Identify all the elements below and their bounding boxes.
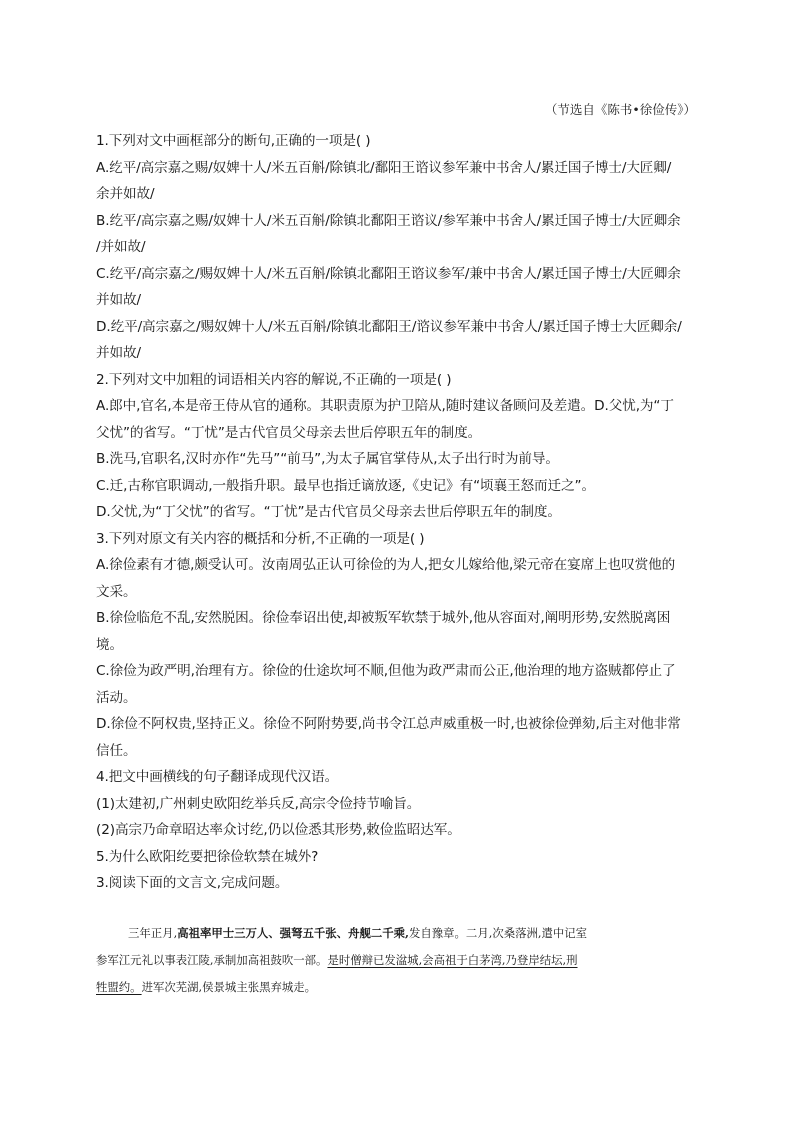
q1-option-d-line1: D.纥平/高宗嘉之/赐奴婢十人/米五百斛/除镇北鄱阳王/谘议参军兼中书舍人/累迁国子博士大匠卿余/ bbox=[96, 318, 682, 335]
q2-option-c: C.迁,古称官职调动,一般指升职。最早也指迁谪放逐,《史记》有“顷襄王怒而迁之”。 bbox=[96, 477, 595, 494]
excerpt-line-1-bold: 高祖率甲士三万人、强弩五千张、舟舰二千乘, bbox=[177, 926, 409, 940]
excerpt-line-2-a: 参军江元礼以事表江陵,承制加高祖鼓吹一部。 bbox=[96, 953, 328, 967]
q3-option-a-line1: A.徐俭素有才德,颇受认可。汝南周弘正认可徐俭的为人,把女儿嫁给他,梁元帝在宴席上也叹赏他的 bbox=[96, 557, 676, 573]
question-2-stem: 2.下列对文中加粗的词语相关内容的解说,不正确的一项是( ) bbox=[96, 371, 452, 388]
q3-option-d-line2: 信任。 bbox=[96, 742, 137, 759]
question-4-stem: 4.把文中画横线的句子翻译成现代汉语。 bbox=[96, 769, 339, 785]
q2-option-d: D.父忧,为“丁父忧”的省写。“丁忧”是古代官员父母亲去世后停职五年的制度。 bbox=[96, 504, 561, 520]
q2-option-a-line2: 父忧”的省写。“丁忧”是古代官员父母亲去世后停职五年的制度。 bbox=[96, 424, 482, 441]
question-5-stem: 5.为什么欧阳纥要把徐俭软禁在城外? bbox=[96, 848, 319, 865]
q1-option-a-line1: A.纥平/高宗嘉之赐/奴婢十人/米五百斛/除镇北/鄱阳王谘议参军兼中书舍人/累迁国子博士/大匠卿/ bbox=[96, 159, 672, 176]
q2-option-b: B.洗马,官职名,汉时亦作“先马”“前马”,为太子属官掌侍从,太子出行时为前导。 bbox=[96, 451, 559, 467]
q3-option-b-line1: B.徐俭临危不乱,安然脱困。徐俭奉诏出使,却被叛军软禁于城外,他从容面对,阐明形势,安然脱离困 bbox=[96, 610, 671, 626]
source-citation: （节选自《陈书•徐俭传》） bbox=[544, 102, 696, 117]
q3-option-c-line2: 活动。 bbox=[96, 689, 137, 706]
excerpt-line-2-underlined: 是时僧辩已发湓城,会高祖于白茅湾,乃登岸结坛,刑 bbox=[327, 953, 578, 967]
q4-sentence-1: (1)太建初,广州刺史欧阳纥举兵反,高宗令俭持节喻旨。 bbox=[96, 795, 421, 812]
q3-option-a-line2: 文采。 bbox=[96, 583, 137, 600]
q1-option-a-line2: 余并如故/ bbox=[96, 186, 155, 202]
excerpt-line-3-underlined: 牲盟约。 bbox=[96, 980, 142, 994]
excerpt-line-1 bbox=[96, 920, 702, 947]
excerpt-line-1-a: 三年正月, bbox=[128, 926, 178, 940]
classical-text-excerpt bbox=[96, 920, 702, 1001]
next-passage-heading: 3.阅读下面的文言文,完成问题。 bbox=[96, 875, 289, 891]
q1-option-b-line2: /并如故/ bbox=[96, 239, 146, 255]
q1-option-b-line1: B.纥平/高宗嘉之赐/奴婢十人/米五百斛/除镇北鄱阳王谘议/参军兼中书舍人/累迁国子博士/大匠卿余 bbox=[96, 212, 681, 229]
q3-option-b-line2: 境。 bbox=[96, 636, 123, 653]
q2-option-a-line1: A.郎中,官名,本是帝王侍从官的通称。其职责原为护卫陪从,随时建议备顾问及差遣。D.父忧,为“丁 bbox=[96, 398, 674, 414]
question-3-stem: 3.下列对原文有关内容的概括和分析,不正确的一项是( ) bbox=[96, 530, 425, 547]
q1-option-c-line2: 并如故/ bbox=[96, 292, 141, 308]
q3-option-d-line1: D.徐俭不阿权贵,坚持正义。徐俭不阿附势要,尚书令江总声威重极一时,也被徐俭弹劾,后主对他非常 bbox=[96, 716, 681, 732]
questions-body bbox=[96, 128, 700, 897]
excerpt-line-2 bbox=[96, 947, 702, 974]
excerpt-line-3 bbox=[96, 974, 702, 1001]
question-1-stem: 1.下列对文中画框部分的断句,正确的一项是( ) bbox=[96, 133, 371, 149]
q1-option-c-line1: C.纥平/高宗嘉之/赐奴婢十人/米五百斛/除镇北鄱阳王谘议参军/兼中书舍人/累迁国子博士/大匠卿余 bbox=[96, 265, 681, 282]
q4-sentence-2: (2)高宗乃命章昭达率众讨纥,仍以俭悉其形势,敕俭监昭达军。 bbox=[96, 822, 461, 838]
excerpt-line-1-c: 发自豫章。二月,次桑落洲,遣中记室 bbox=[408, 926, 588, 940]
q3-option-c-line1: C.徐俭为政严明,治理有方。徐俭的仕途坎坷不顺,但他为政严肃而公正,他治理的地方盗贼都停止了 bbox=[96, 663, 676, 679]
q1-option-d-line2: 并如故/ bbox=[96, 345, 141, 361]
excerpt-line-3-b: 进军次芜湖,侯景城主张黑弃城走。 bbox=[141, 980, 317, 994]
